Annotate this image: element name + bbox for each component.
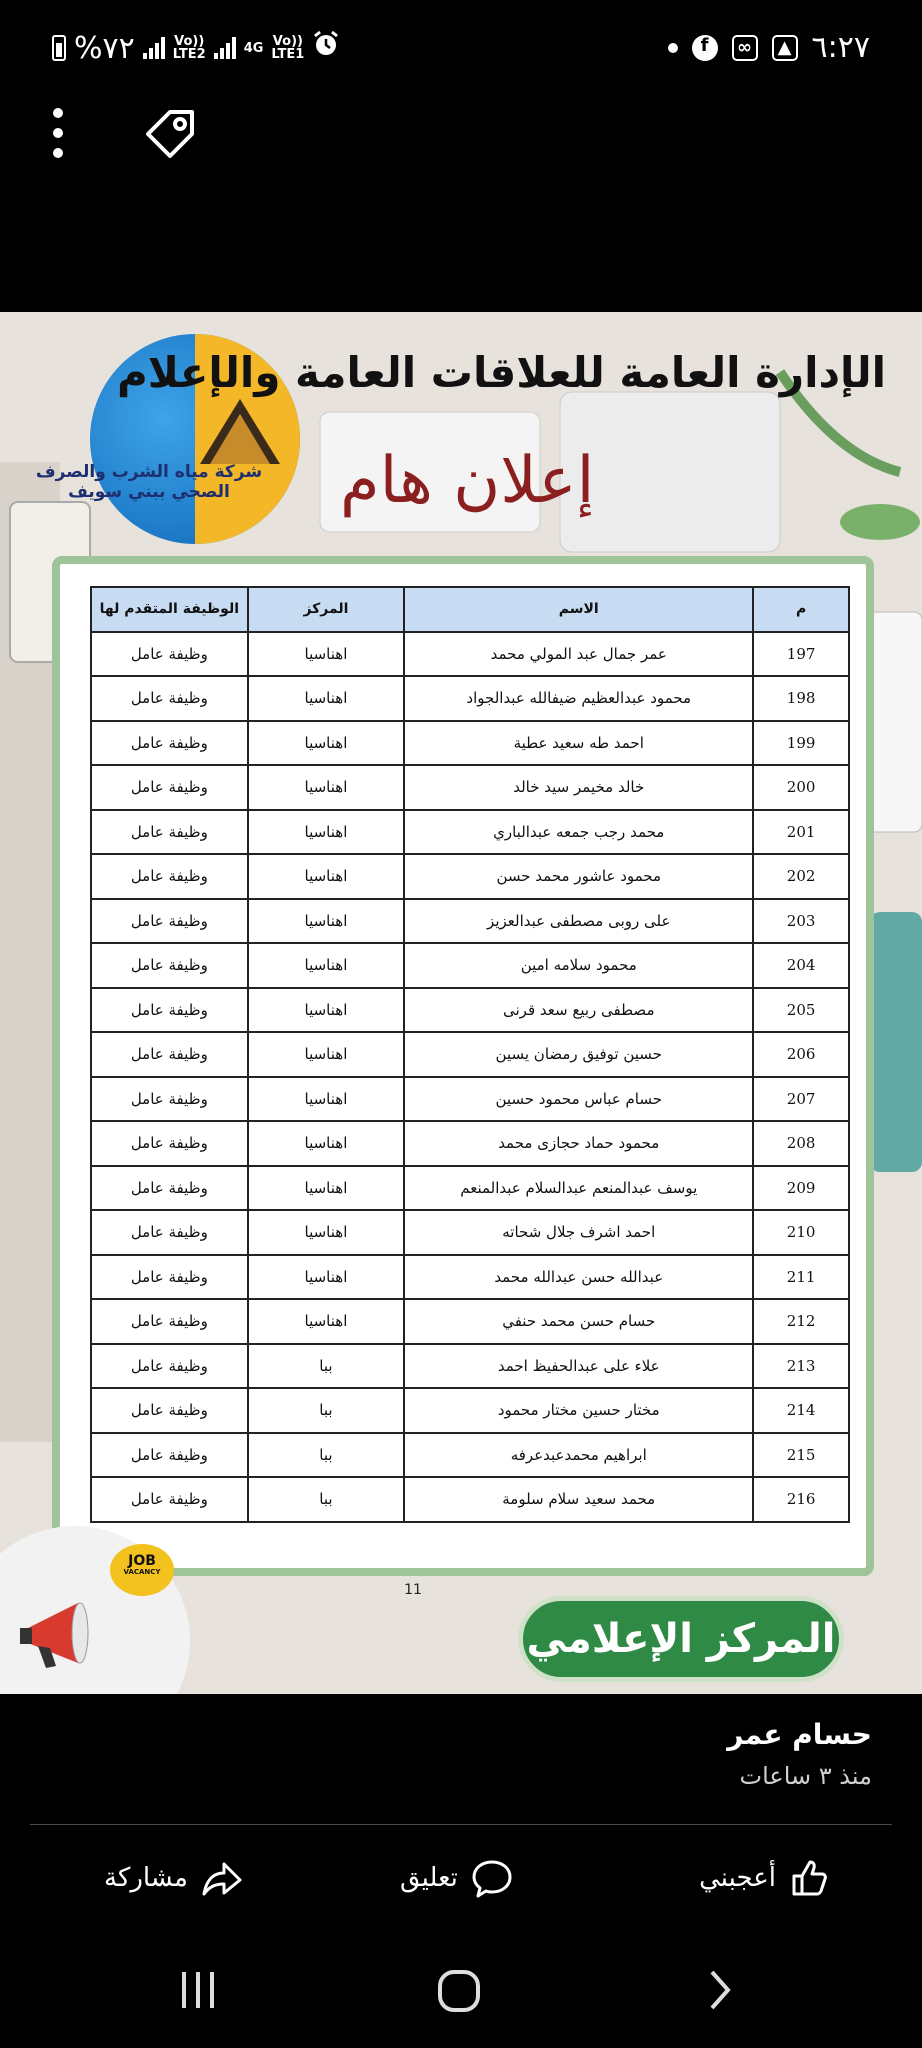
applicant-center: اهناسيا xyxy=(248,899,405,944)
applicant-job: وظيفة عامل xyxy=(91,1032,248,1077)
applicant-job: وظيفة عامل xyxy=(91,899,248,944)
table-row xyxy=(91,1032,849,1077)
applicant-center: اهناسيا xyxy=(248,676,405,721)
table-row xyxy=(91,1433,849,1478)
applicants-table-card xyxy=(52,556,874,1576)
notification-dot-icon xyxy=(668,43,678,53)
home-icon[interactable] xyxy=(436,1968,482,2014)
table-row xyxy=(91,765,849,810)
recent-apps-icon[interactable] xyxy=(176,1968,220,2012)
applicant-center: اهناسيا xyxy=(248,765,405,810)
job-vacancy-badge: JOB VACANCY xyxy=(110,1544,174,1596)
applicant-name: مصطفى ربيع سعد قرنى xyxy=(404,988,753,1033)
volte2-label: Vo)) LTE2 xyxy=(172,34,206,62)
row-number: 210 xyxy=(753,1210,849,1255)
row-number: 212 xyxy=(753,1299,849,1344)
alarm-icon xyxy=(312,30,340,66)
table-row xyxy=(91,721,849,766)
row-number: 214 xyxy=(753,1388,849,1433)
table-row xyxy=(91,1299,849,1344)
applicant-center: اهناسيا xyxy=(248,1166,405,1211)
applicant-name: محمد رجب جمعه عبدالباري xyxy=(404,810,753,855)
table-row xyxy=(91,1210,849,1255)
share-icon xyxy=(200,1856,244,1900)
applicant-center: ببا xyxy=(248,1388,405,1433)
table-row xyxy=(91,1166,849,1211)
applicant-name: محمود عاشور محمد حسن xyxy=(404,854,753,899)
row-number: 203 xyxy=(753,899,849,944)
table-row xyxy=(91,1121,849,1166)
network-4g-label: 4G xyxy=(243,40,264,56)
row-number: 198 xyxy=(753,676,849,721)
table-row xyxy=(91,632,849,677)
applicant-name: ابراهيم محمدعبدعرفه xyxy=(404,1433,753,1478)
applicant-name: عبدالله حسن عبدالله محمد xyxy=(404,1255,753,1300)
thumbs-up-icon xyxy=(788,1856,832,1900)
applicant-center: اهناسيا xyxy=(248,1032,405,1077)
comment-label: تعليق xyxy=(400,1863,458,1893)
applicant-center: اهناسيا xyxy=(248,721,405,766)
applicant-center: اهناسيا xyxy=(248,1299,405,1344)
applicant-job: وظيفة عامل xyxy=(91,1121,248,1166)
applicant-name: حسين توفيق رمضان يسين xyxy=(404,1032,753,1077)
row-number: 197 xyxy=(753,632,849,677)
applicant-name: احمد اشرف جلال شحاته xyxy=(404,1210,753,1255)
table-row xyxy=(91,854,849,899)
table-row xyxy=(91,988,849,1033)
post-actions xyxy=(0,1856,922,1906)
share-button[interactable] xyxy=(104,1856,244,1900)
logo-text: شركة مياه الشرب والصرف الصحي ببني سويف xyxy=(35,462,263,502)
header-job: الوظيفة المتقدم لها xyxy=(91,587,248,632)
applicant-job: وظيفة عامل xyxy=(91,1344,248,1389)
header-center: المركز xyxy=(248,587,405,632)
applicant-name: يوسف عبدالمنعم عبدالسلام عبدالمنعم xyxy=(404,1166,753,1211)
applicant-center: اهناسيا xyxy=(248,943,405,988)
row-number: 204 xyxy=(753,943,849,988)
applicant-job: وظيفة عامل xyxy=(91,721,248,766)
applicant-job: وظيفة عامل xyxy=(91,1255,248,1300)
applicant-job: وظيفة عامل xyxy=(91,943,248,988)
applicant-center: اهناسيا xyxy=(248,1255,405,1300)
applicant-job: وظيفة عامل xyxy=(91,676,248,721)
post-image[interactable] xyxy=(0,312,922,1694)
applicant-job: وظيفة عامل xyxy=(91,1388,248,1433)
row-number: 207 xyxy=(753,1077,849,1122)
signal-icon xyxy=(143,37,165,59)
applicant-name: على روبى مصطفى عبدالعزيز xyxy=(404,899,753,944)
applicant-job: وظيفة عامل xyxy=(91,632,248,677)
row-number: 199 xyxy=(753,721,849,766)
applicant-name: حسام عباس محمود حسين xyxy=(404,1077,753,1122)
facebook-icon: f xyxy=(692,35,718,61)
table-row xyxy=(91,1344,849,1389)
applicant-center: اهناسيا xyxy=(248,810,405,855)
divider xyxy=(30,1824,892,1825)
tag-icon[interactable] xyxy=(140,104,200,164)
applicant-center: ببا xyxy=(248,1477,405,1522)
row-number: 216 xyxy=(753,1477,849,1522)
applicant-name: محمود حماد حجازى محمد xyxy=(404,1121,753,1166)
more-options-icon[interactable] xyxy=(48,108,68,158)
vr-icon: ∞ xyxy=(732,35,758,61)
comment-button[interactable] xyxy=(400,1856,514,1900)
table-row xyxy=(91,676,849,721)
applicant-job: وظيفة عامل xyxy=(91,1299,248,1344)
author-name[interactable]: حسام عمر xyxy=(727,1718,872,1751)
status-left xyxy=(52,30,340,66)
system-nav-bar xyxy=(0,1960,922,2020)
table-row xyxy=(91,810,849,855)
applicant-job: وظيفة عامل xyxy=(91,765,248,810)
clock-time: ٦:٢٧ xyxy=(811,30,870,65)
applicant-name: علاء على عبدالحفيظ احمد xyxy=(404,1344,753,1389)
applicant-center: ببا xyxy=(248,1344,405,1389)
applicant-name: محمد سعيد سلام سلومة xyxy=(404,1477,753,1522)
row-number: 205 xyxy=(753,988,849,1033)
applicant-center: اهناسيا xyxy=(248,632,405,677)
important-notice-title: إعلان هام xyxy=(340,444,595,518)
applicant-name: محمود عبدالعظيم ضيفالله عبدالجواد xyxy=(404,676,753,721)
row-number: 213 xyxy=(753,1344,849,1389)
battery-level: %٧٢ xyxy=(74,30,135,66)
row-number: 202 xyxy=(753,854,849,899)
table-row xyxy=(91,899,849,944)
applicant-name: مختار حسين مختار محمود xyxy=(404,1388,753,1433)
table-row xyxy=(91,1255,849,1300)
applicant-name: عمر جمال عبد المولي محمد xyxy=(404,632,753,677)
applicant-job: وظيفة عامل xyxy=(91,810,248,855)
like-button[interactable] xyxy=(699,1856,832,1900)
megaphone-icon xyxy=(18,1588,108,1678)
table-row xyxy=(91,1388,849,1433)
table-row xyxy=(91,1477,849,1522)
row-number: 206 xyxy=(753,1032,849,1077)
applicant-job: وظيفة عامل xyxy=(91,854,248,899)
applicant-center: اهناسيا xyxy=(248,1121,405,1166)
applicant-name: حسام حسن محمد حنفي xyxy=(404,1299,753,1344)
signal-icon-2 xyxy=(214,37,236,59)
table-row xyxy=(91,1077,849,1122)
volte1-label: Vo)) LTE1 xyxy=(271,34,305,62)
row-number: 209 xyxy=(753,1166,849,1211)
applicant-job: وظيفة عامل xyxy=(91,1166,248,1211)
applicant-job: وظيفة عامل xyxy=(91,1210,248,1255)
row-number: 211 xyxy=(753,1255,849,1300)
header-name: الاسم xyxy=(404,587,753,632)
media-center-badge: المركز الإعلامي xyxy=(518,1596,844,1682)
applicant-job: وظيفة عامل xyxy=(91,1477,248,1522)
comment-icon xyxy=(470,1856,514,1900)
applicant-job: وظيفة عامل xyxy=(91,1077,248,1122)
row-number: 201 xyxy=(753,810,849,855)
applicant-name: محمود سلامه امين xyxy=(404,943,753,988)
post-time: منذ ٣ ساعات xyxy=(739,1762,872,1790)
applicants-table xyxy=(90,586,850,1523)
like-label: أعجبني xyxy=(699,1863,776,1893)
row-number: 215 xyxy=(753,1433,849,1478)
status-bar xyxy=(0,0,922,100)
applicant-center: ببا xyxy=(248,1433,405,1478)
row-number: 200 xyxy=(753,765,849,810)
department-title: الإدارة العامة للعلاقات العامة والإعلام xyxy=(117,348,886,397)
applicant-center: اهناسيا xyxy=(248,988,405,1033)
applicant-name: احمد طه سعيد عطية xyxy=(404,721,753,766)
applicant-center: اهناسيا xyxy=(248,1077,405,1122)
row-number: 208 xyxy=(753,1121,849,1166)
table-row xyxy=(91,943,849,988)
share-label: مشاركة xyxy=(104,1863,188,1893)
header-number: م xyxy=(753,587,849,632)
applicant-job: وظيفة عامل xyxy=(91,1433,248,1478)
battery-icon xyxy=(52,35,66,61)
table-header-row xyxy=(91,587,849,632)
back-icon[interactable] xyxy=(700,1968,740,2012)
applicant-job: وظيفة عامل xyxy=(91,988,248,1033)
applicant-name: خالد مخيمر سيد خالد xyxy=(404,765,753,810)
status-right xyxy=(668,30,870,65)
page-number: 11 xyxy=(404,1582,422,1598)
gallery-icon: ▲ xyxy=(772,35,798,61)
applicant-center: اهناسيا xyxy=(248,854,405,899)
applicant-center: اهناسيا xyxy=(248,1210,405,1255)
